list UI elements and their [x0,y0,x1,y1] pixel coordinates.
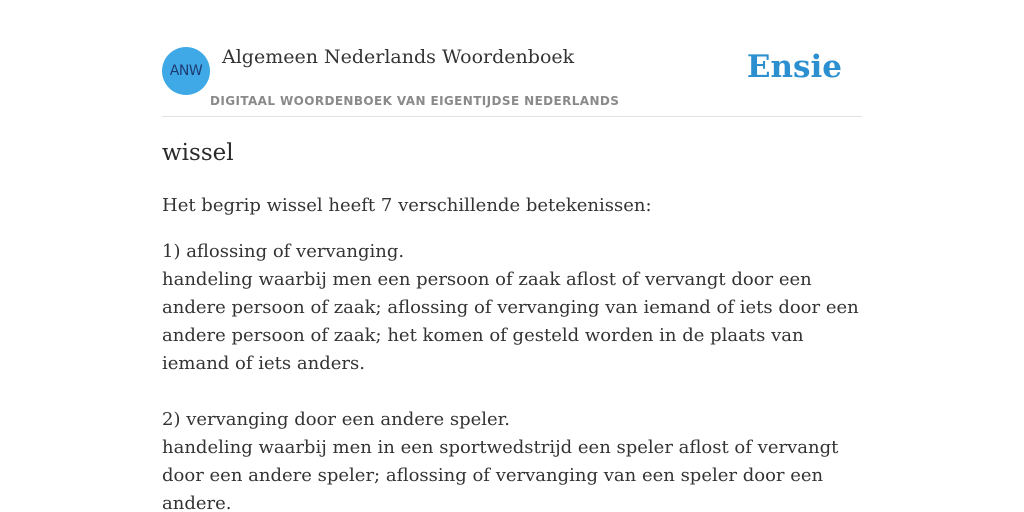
site-subtitle: DIGITAAL WOORDENBOEK VAN EIGENTIJDSE NEDERLANDS [210,94,620,108]
site-header [162,44,862,117]
entry-word: wissel [162,140,234,166]
meaning-heading: 2) vervanging door een andere speler. [162,409,511,430]
entry-content [162,192,862,512]
meaning-item [162,406,862,512]
meaning-heading: 1) aflossing of vervanging. [162,241,405,262]
meaning-definition: handeling waarbij men in een sportwedstrijd een speler aflost of vervangt door een andere speler; aflossing of vervanging van een speler door een andere. [162,437,839,512]
ensie-logo[interactable]: Ensie [746,49,842,85]
site-title[interactable]: Algemeen Nederlands Woordenboek [222,46,575,68]
meaning-item [162,238,862,378]
logo-text: ANW [169,63,203,79]
entry-intro: Het begrip wissel heeft 7 verschillende betekenissen: [162,195,652,216]
anw-logo[interactable] [162,47,210,95]
meaning-definition: handeling waarbij men een persoon of zaak aflost of vervangt door een andere persoon of zaak; aflossing of vervanging van iemand of iets door een andere persoon of zaak; het komen of gesteld worden in de plaats van iemand of iets anders. [162,269,859,374]
